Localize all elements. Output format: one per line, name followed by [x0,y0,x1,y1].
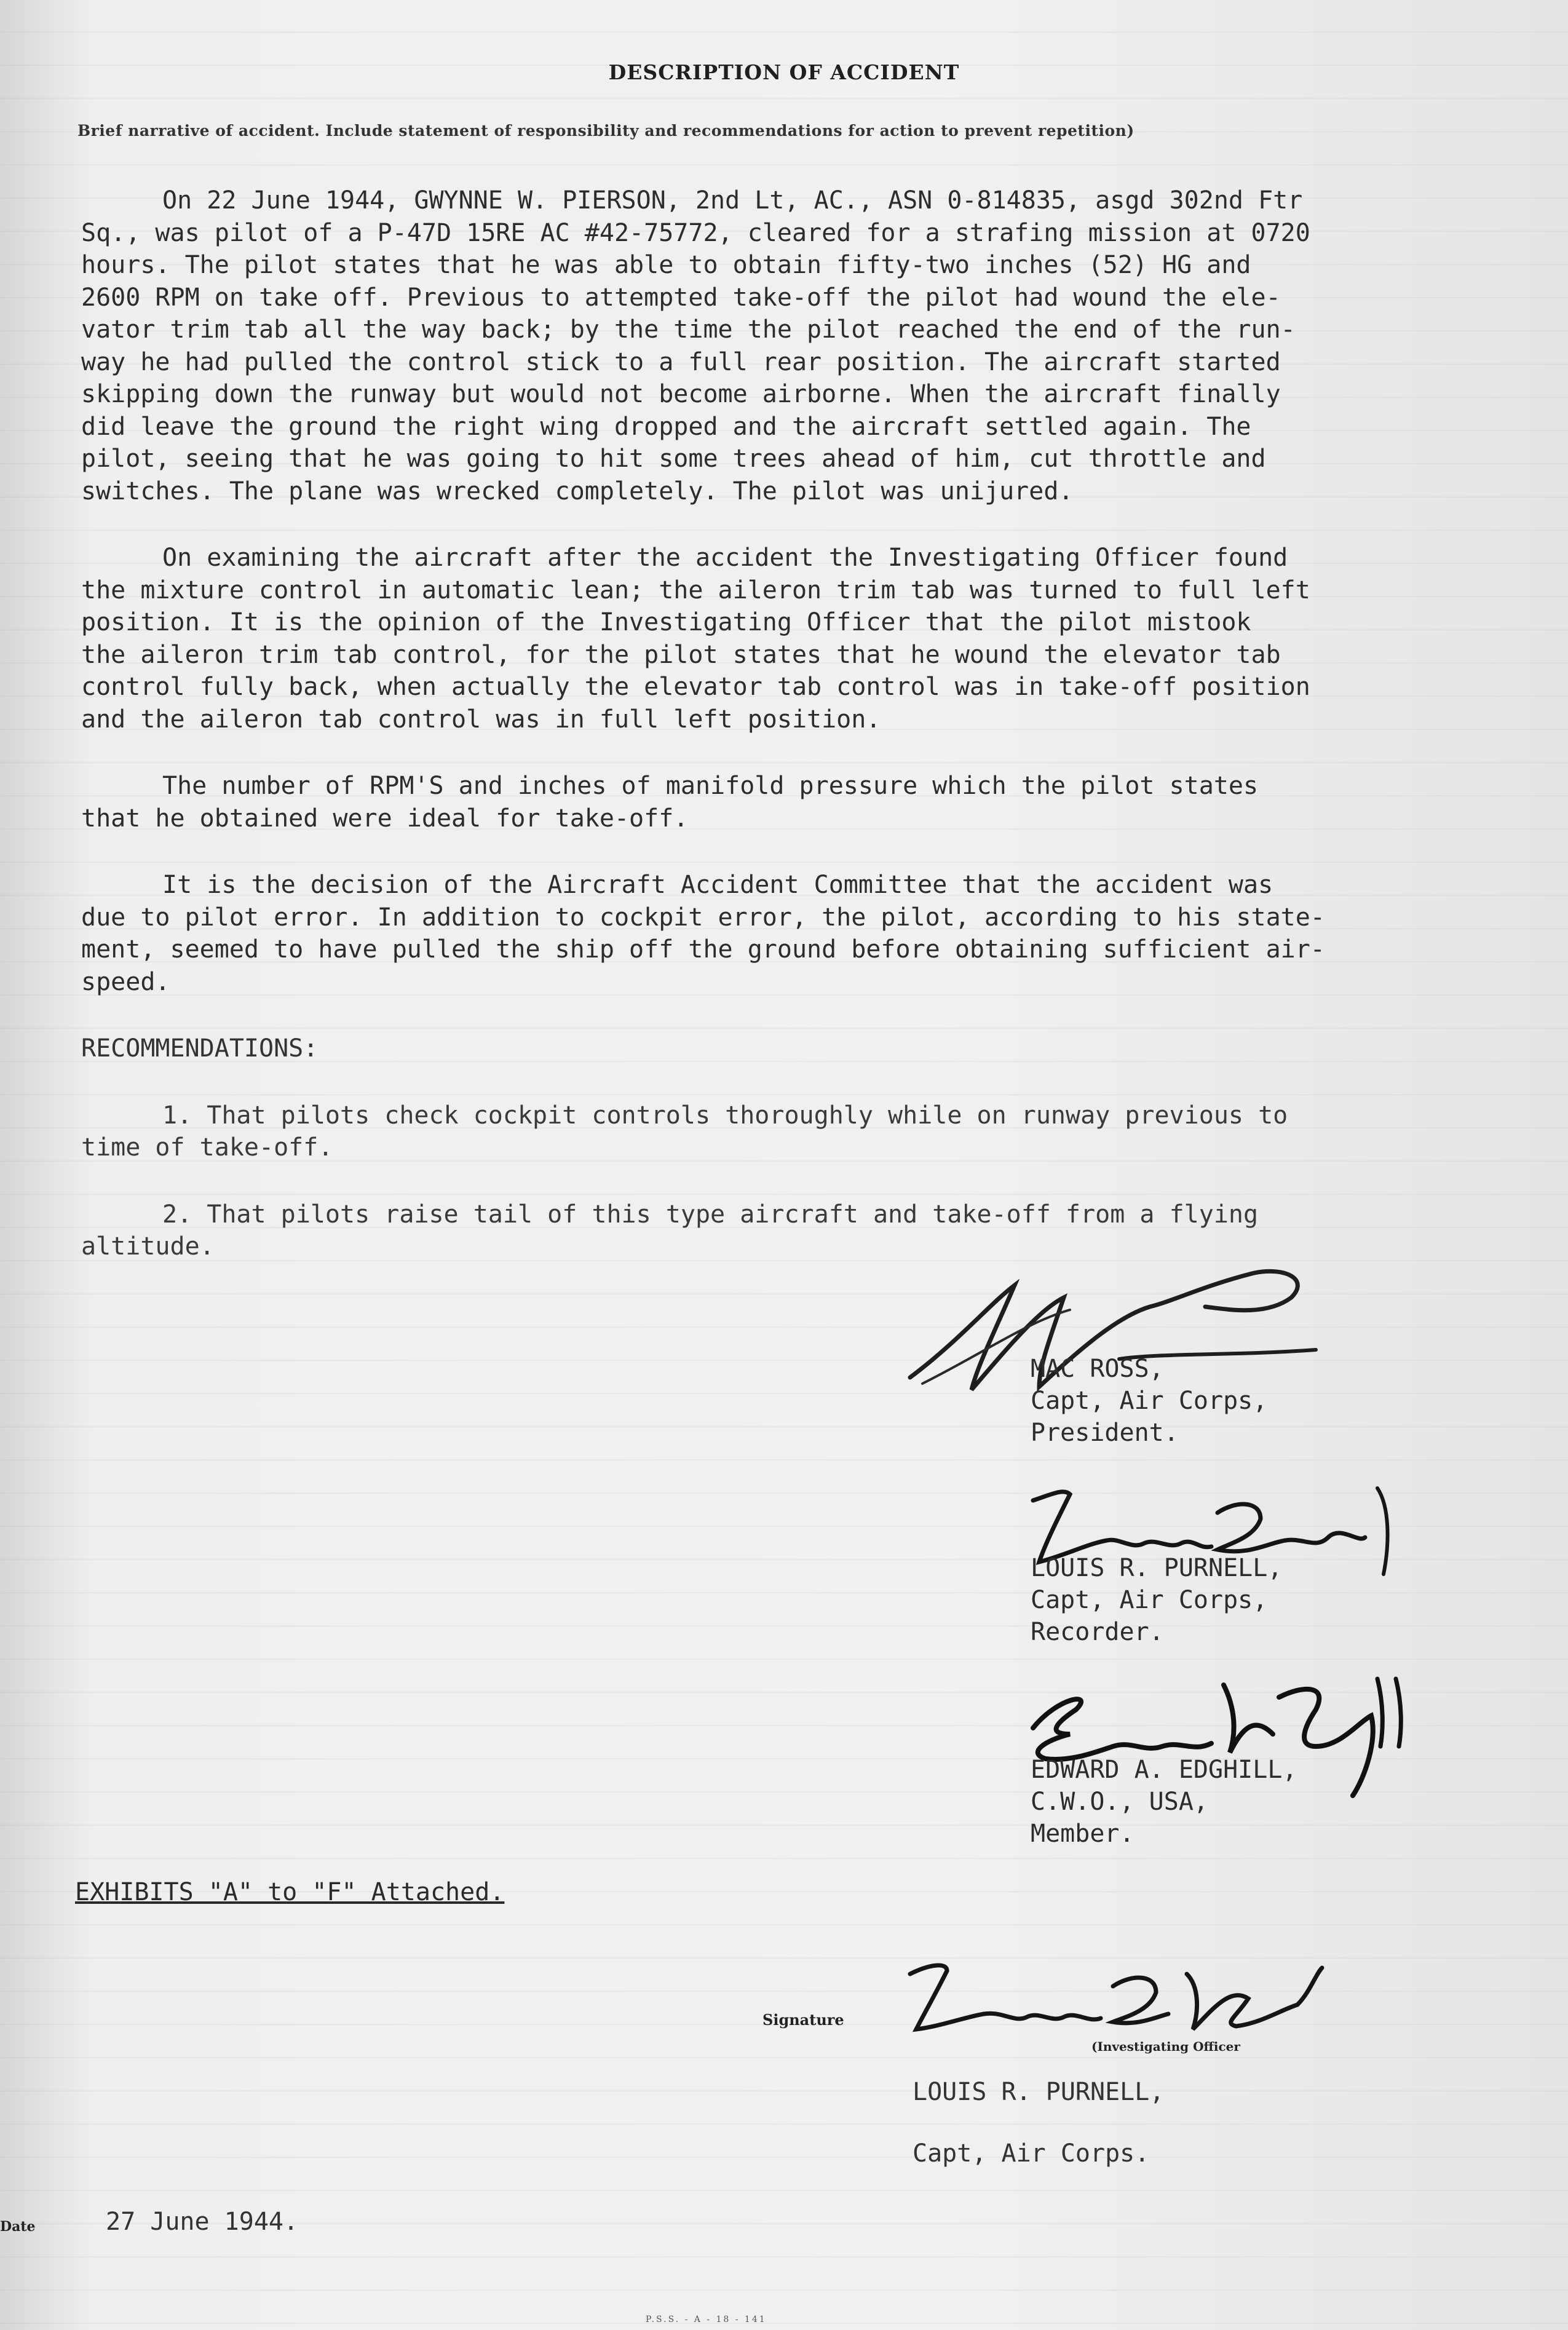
member-name: LOUIS R. PURNELL, [1031,1554,1283,1582]
committee-member-2 [1031,1552,1282,1648]
form-instruction: Brief narrative of accident. Include statement of responsibility and recommendations for action to prevent repetition) [77,122,1134,140]
member-rank: Capt, Air Corps, [1031,1586,1268,1614]
form-code: P.S.S. - A - 18 - 141 [646,2315,767,2324]
committee-member-1 [1031,1353,1267,1449]
member-role: Member. [1031,1820,1134,1848]
investigator-signature [879,1949,1347,2048]
committee-member-3 [1031,1754,1297,1850]
investigating-officer-label: (Investigating Officer [1091,2039,1240,2054]
member-role: President. [1031,1419,1179,1447]
member-name: MAC ROSS, [1031,1355,1164,1383]
exhibits-note: EXHIBITS "A" to "F" Attached. [75,1878,505,1906]
signature-label: Signature [762,2011,844,2029]
member-rank: Capt, Air Corps, [1031,1387,1268,1415]
date-label: Date [0,2219,36,2235]
investigator-rank: Capt, Air Corps. [913,2139,1150,2168]
investigator-name: LOUIS R. PURNELL, [913,2078,1165,2106]
narrative-paragraph-1: On 22 June 1944, GWYNNE W. PIERSON, 2nd Lt, AC., ASN 0-814835, asgd 302nd Ftr Sq., was pilot of a P-47D 15RE AC #42-75772, cleared for a strafing mission at 0720 hours. The pilot states that he was able to obtain fifty-two inches (52) HG and 2600 RPM on take off. Previous to attempted take-off the pilot had wound the ele- vator trim tab all the way back; by the time the pilot reached the end of the run- way he had pulled the control stick to a full rear position. The aircraft started skipping down the runway but would not become airborne. When the aircraft finally did leave the ground the right wing dropped and the aircraft settled again. The pilot, seeing that he was going to hit some trees ahead of him, cut throttle and switches. The plane was wrecked completely. The pilot was unijured. [81,186,1310,505]
date-value: 27 June 1944. [106,2208,299,2236]
member-name: EDWARD A. EDGHILL, [1031,1756,1297,1784]
narrative-paragraph-4: It is the decision of the Aircraft Accident Committee that the accident was due to pilot error. In addition to cockpit error, the pilot, according to his state- ment, seemed to have pulled the ship off the ground before obtaining sufficient air- speed. [81,871,1325,996]
narrative-paragraph-2: On examining the aircraft after the accident the Investigating Officer found the mixture control in automatic lean; the aileron trim tab was turned to full left position. It is the opinion of the Investigating Officer that the pilot mistook the aileron trim tab control, for the pilot states that he wound the elevator tab control fully back, when actually the elevator tab control was in take-off position and the aileron tab control was in full left position. [81,544,1310,734]
narrative-body [81,184,1489,1298]
member-role: Recorder. [1031,1618,1164,1646]
investigator-block [913,2061,1164,2184]
narrative-paragraph-3: The number of RPM'S and inches of manifold pressure which the pilot states that he obtained were ideal for take-off. [81,772,1259,833]
recommendation-item-2: 2. That pilots raise tail of this type aircraft and take-off from a flying altitude. [81,1200,1259,1261]
member-rank: C.W.O., USA, [1031,1788,1208,1816]
recommendations-heading: RECOMMENDATIONS: [81,1034,319,1063]
page-title: DESCRIPTION OF ACCIDENT [608,60,960,84]
recommendation-item-1: 1. That pilots check cockpit controls thoroughly while on runway previous to time of take-off. [81,1101,1288,1162]
